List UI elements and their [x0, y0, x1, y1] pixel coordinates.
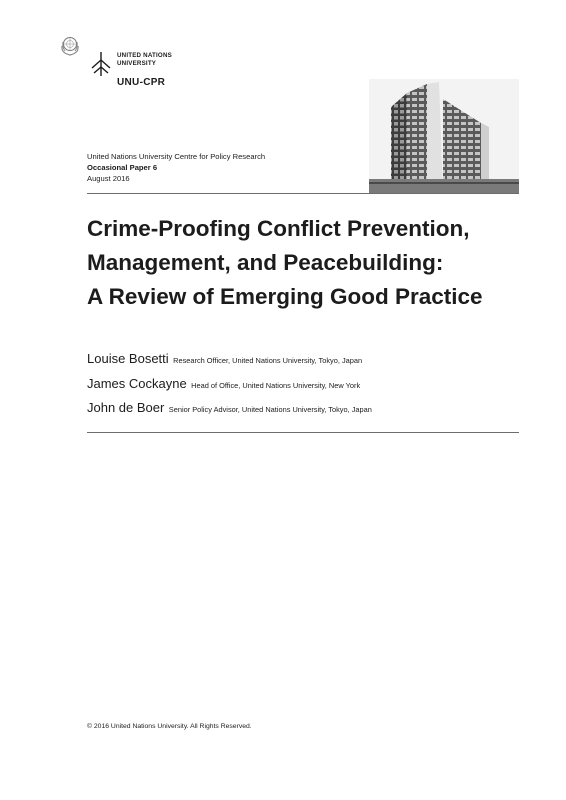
paper-number: Occasional Paper 6	[87, 162, 158, 172]
author-list	[87, 350, 527, 424]
copyright-notice: © 2016 United Nations University. All Rights Reserved.	[87, 723, 252, 730]
publication-date: August 2016	[87, 173, 130, 183]
publication-meta	[87, 152, 265, 184]
unu-logo-icon	[89, 51, 113, 77]
author-name: John de Boer	[87, 400, 165, 415]
brand-line: UNIVERSITY	[117, 59, 157, 67]
document-title	[87, 212, 527, 314]
author-role: Research Officer, United Nations University, Tokyo, Japan	[173, 356, 363, 365]
title-line: Management, and Peacebuilding:	[87, 250, 444, 275]
brand-abbreviation: UNU-CPR	[117, 77, 166, 88]
author-role: Head of Office, United Nations University, New York	[191, 380, 361, 390]
author-entry	[87, 399, 527, 424]
author-name: James Cockayne	[87, 375, 187, 391]
brand-line: UNITED NATIONS	[117, 52, 172, 59]
title-line: Crime-Proofing Conflict Prevention,	[87, 216, 470, 241]
author-entry	[87, 350, 527, 375]
building-photo	[369, 79, 519, 193]
divider-bottom	[87, 432, 519, 433]
title-line: A Review of Emerging Good Practice	[87, 284, 483, 309]
author-role: Senior Policy Advisor, United Nations University, Tokyo, Japan	[168, 405, 372, 414]
centre-name: United Nations University Centre for Policy Research	[87, 152, 266, 161]
author-entry	[87, 375, 527, 400]
author-name: Louise Bosetti	[87, 351, 169, 366]
divider-top	[87, 193, 519, 194]
un-emblem-icon	[58, 33, 82, 57]
brand-name	[117, 52, 172, 67]
